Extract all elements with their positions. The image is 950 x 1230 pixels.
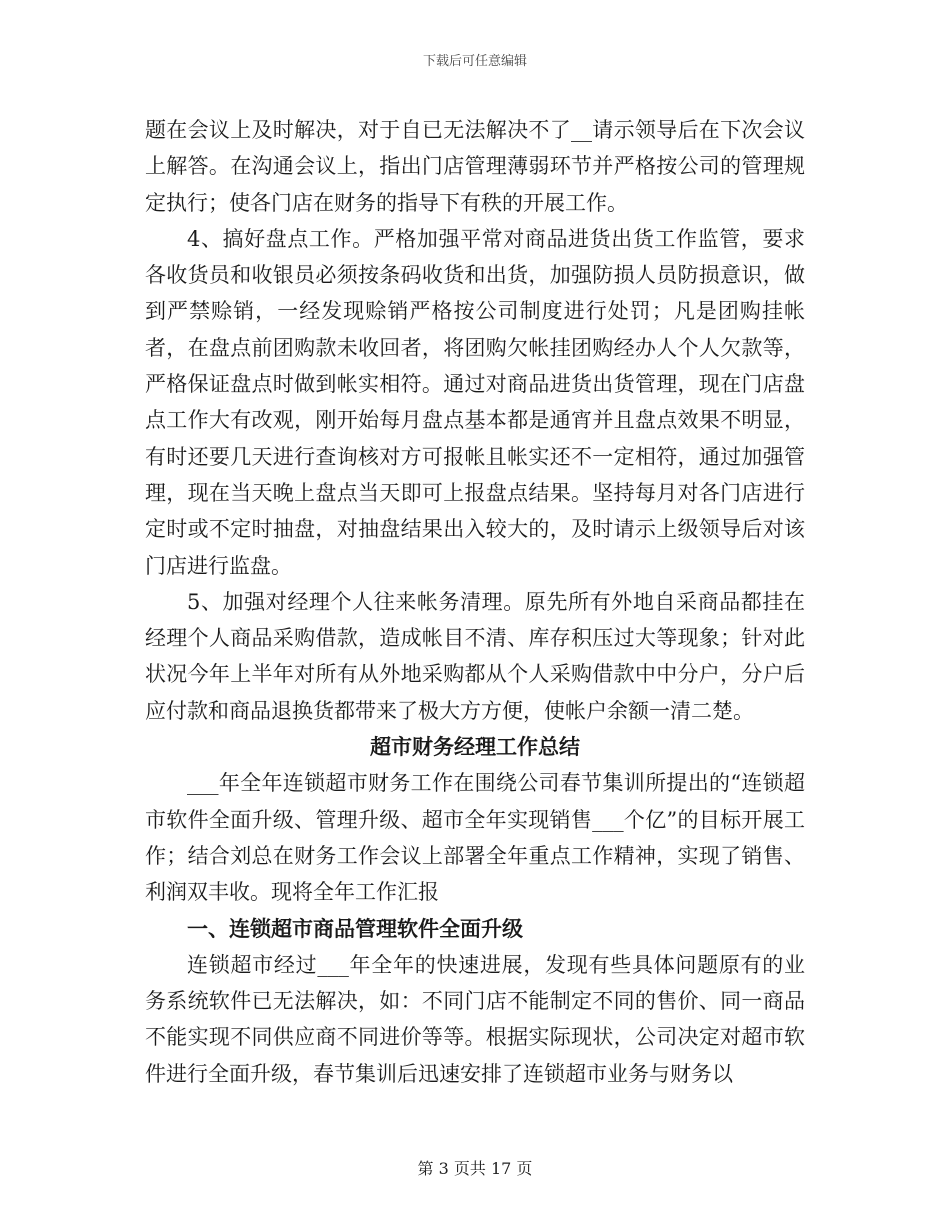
paragraph-software-upgrade: 连锁超市经过___年全年的快速进展，发现有些具体问题原有的业务系统软件已无法解决，如：不同门店不能制定不同的售价、同一商品不能实现不同供应商不同进价等等。根据实际现状，公司决定对超市软件进行全面升级，春节集训后迅速安排了连锁超市业务与财务以 bbox=[145, 952, 805, 1086]
document-body bbox=[145, 112, 805, 1092]
document-title: 超市财务经理工作总结 bbox=[370, 734, 580, 760]
section-heading: 一、连锁超市商品管理软件全面升级 bbox=[187, 916, 523, 941]
paragraph-manager-accounts: 5、加强对经理个人往来帐务清理。原先所有外地自采商品都挂在经理个人商品采购借款，造成帐目不清、库存积压过大等现象；针对此状况今年上半年对所有从外地采购都从个人采购借款中中分户，分户后应付款和商品退换货都带来了极大方方便，使帐户余额一清二楚。 bbox=[145, 589, 805, 723]
paragraph-intro: ___年全年连锁超市财务工作在围绕公司春节集训所提出的“连锁超市软件全面升级、管理升级、超市全年实现销售___个亿”的目标开展工作；结合刘总在财务工作会议上部署全年重点工作精神，实现了销售、利润双丰收。现将全年工作汇报 bbox=[145, 771, 805, 905]
page-number: 第 3 页共 17 页 bbox=[417, 1159, 533, 1178]
paragraph-continuation: 题在会议上及时解决，对于自已无法解决不了__请示领导后在下次会议上解答。在沟通会议上，指出门店管理薄弱环节并严格按公司的管理规定执行；使各门店在财务的指导下有秩的开展工作。 bbox=[145, 118, 805, 215]
paragraph-inventory-check: 4、搞好盘点工作。严格加强平常对商品进货出货工作监管，要求各收货员和收银员必须按条码收货和出货，加强防损人员防损意识，做到严禁赊销，一经发现赊销严格按公司制度进行处罚；凡是团购挂帐者，在盘点前团购款未收回者，将团购欠帐挂团购经办人个人欠款等，严格保证盘点时做到帐实相符。通过对商品进货出货管理，现在门店盘点工作大有改观，刚开始每月盘点基本都是通宵并且盘点效果不明显，有时还要几天进行查询核对方可报帐且帐实还不一定相符，通过加强管理，现在当天晚上盘点当天即可上报盘点结果。坚持每月对各门店进行定时或不定时抽盘，对抽盘结果出入较大的，及时请示上级领导后对该门店进行监盘。 bbox=[145, 226, 805, 578]
page-header: 下载后可任意编辑 bbox=[422, 54, 527, 69]
